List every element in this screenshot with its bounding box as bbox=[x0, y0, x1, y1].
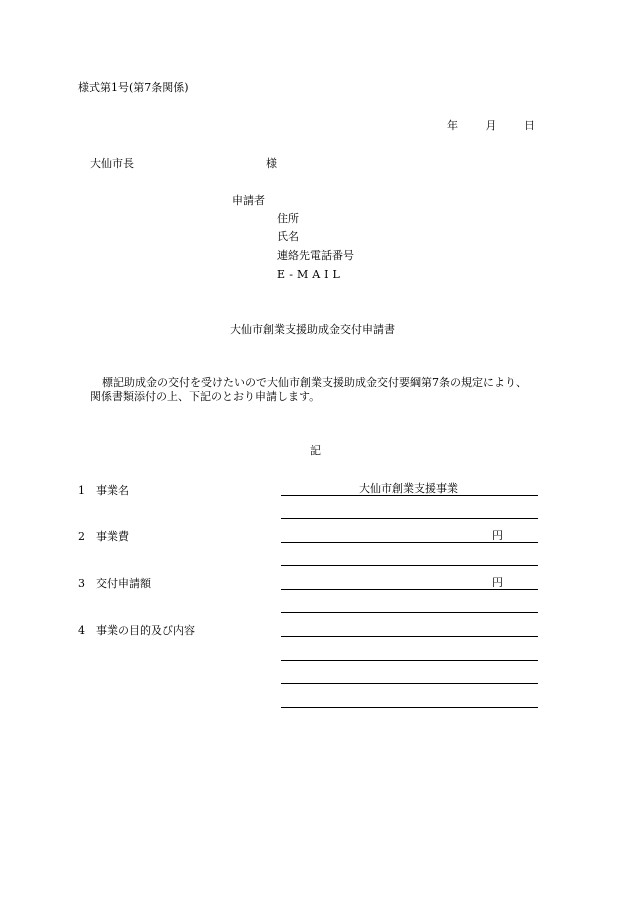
item-4-text: 事業の目的及び内容 bbox=[96, 624, 195, 637]
body-line-1: 標記助成金の交付を受けたいので大仙市創業支援助成金交付要綱第7条の規定により、 bbox=[102, 376, 527, 389]
document-title: 大仙市創業支援助成金交付申請書 bbox=[230, 323, 395, 336]
item-3-line-1 bbox=[281, 589, 538, 590]
item-4-line-1 bbox=[281, 636, 538, 637]
item-4-line-4 bbox=[281, 707, 538, 708]
item-1-text: 事業名 bbox=[96, 484, 129, 497]
applicant-address-label: 住所 bbox=[277, 212, 299, 225]
date-field bbox=[447, 119, 535, 133]
item-4-line-2 bbox=[281, 660, 538, 661]
item-1-number: 1 bbox=[78, 484, 85, 497]
item-3-unit: 円 bbox=[492, 576, 503, 589]
item-3-label bbox=[78, 577, 151, 591]
item-3-text: 交付申請額 bbox=[96, 577, 151, 590]
item-4-line-3 bbox=[281, 683, 538, 684]
applicant-heading: 申請者 bbox=[232, 194, 265, 207]
item-1-line-2 bbox=[281, 518, 538, 519]
item-2-text: 事業費 bbox=[96, 530, 129, 543]
addressee-honorific: 様 bbox=[266, 157, 277, 170]
applicant-phone-label: 連絡先電話番号 bbox=[277, 249, 354, 262]
item-2-label bbox=[78, 530, 129, 544]
date-year: 年 bbox=[447, 119, 458, 132]
item-1-label bbox=[78, 484, 129, 498]
item-1-line-1 bbox=[281, 495, 538, 496]
item-2-number: 2 bbox=[78, 530, 85, 543]
applicant-email-label: E-MAIL bbox=[277, 268, 344, 281]
addressee-name: 大仙市長 bbox=[90, 157, 134, 170]
item-2-line-1 bbox=[281, 542, 538, 543]
form-number: 様式第1号(第7条関係) bbox=[78, 81, 189, 94]
ki-heading: 記 bbox=[310, 444, 321, 457]
date-month: 月 bbox=[485, 119, 497, 132]
item-1-value: 大仙市創業支援事業 bbox=[359, 482, 458, 495]
item-3-number: 3 bbox=[78, 577, 85, 590]
item-3-line-2 bbox=[281, 612, 538, 613]
item-2-unit: 円 bbox=[492, 529, 503, 542]
item-2-line-2 bbox=[281, 565, 538, 566]
date-day: 日 bbox=[524, 119, 535, 132]
applicant-name-label: 氏名 bbox=[277, 230, 299, 243]
body-line-2: 関係書類添付の上、下記のとおり申請します。 bbox=[90, 390, 321, 403]
item-4-label bbox=[78, 624, 195, 638]
item-4-number: 4 bbox=[78, 624, 85, 637]
